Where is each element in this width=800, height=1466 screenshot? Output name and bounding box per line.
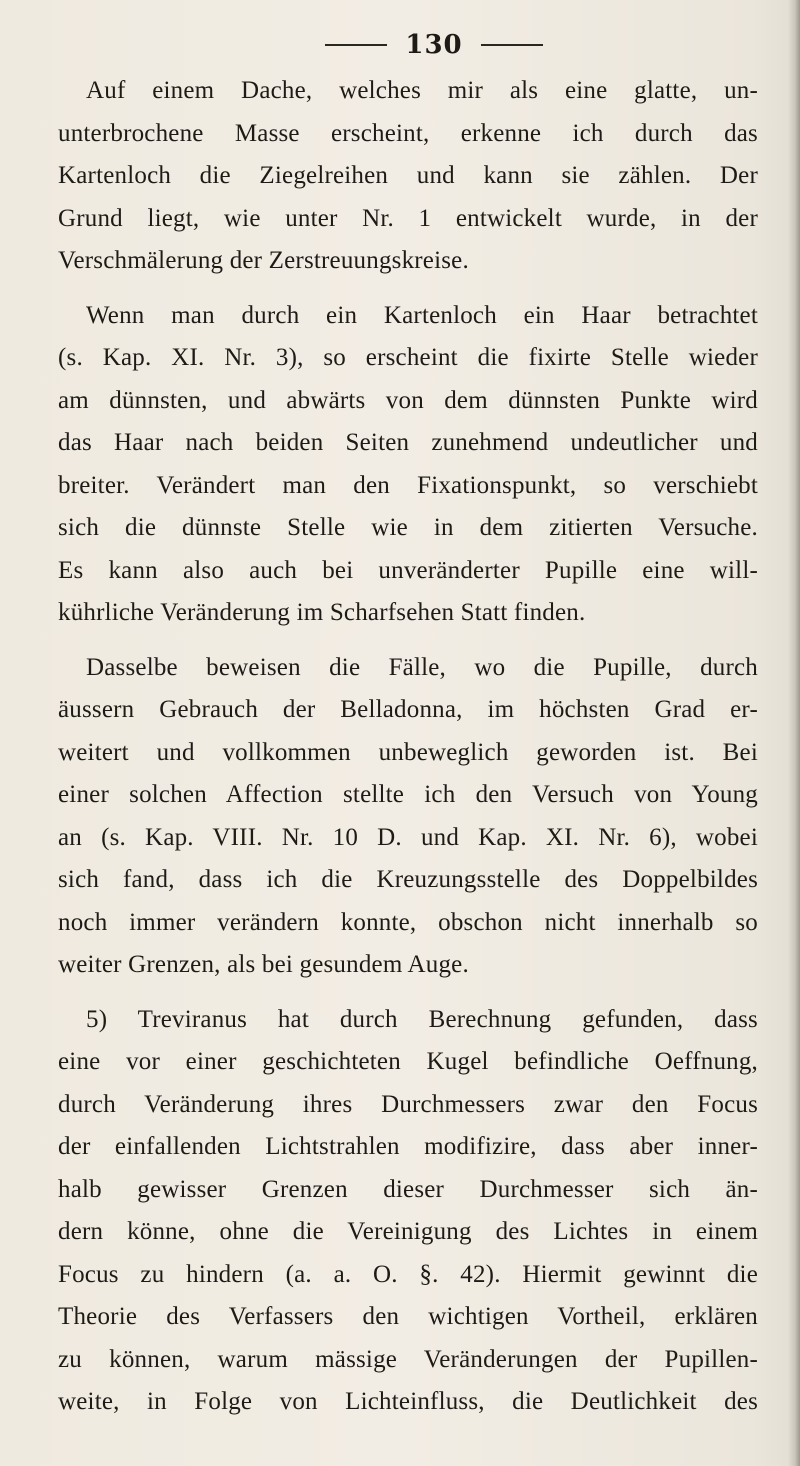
text-line: weitert und vollkommen unbeweglich geworden ist. Bei — [58, 738, 758, 766]
text-line: an (s. Kap. VIII. Nr. 10 D. und Kap. XI. Nr. 6), wobei — [58, 823, 758, 851]
page-header — [0, 28, 800, 62]
text-line: Auf einem Dache, welches mir als eine glatte, un- — [86, 77, 758, 104]
text-line: unterbrochene Masse erscheint, erkenne ich durch das — [58, 119, 758, 147]
text-line: Dasselbe beweisen die Fälle, wo die Pupille, durch — [86, 653, 758, 681]
paragraph-1 — [58, 70, 758, 283]
text-line: Theorie des Verfassers den wichtigen Vortheil, erklären — [58, 1303, 758, 1330]
text-line: Focus zu hindern (a. a. O. §. 42). Hiermit gewinnt die — [58, 1260, 758, 1288]
text-line: breiter. Verändert man den Fixationspunkt, so verschiebt — [58, 471, 758, 499]
text-line: Es kann also auch bei unveränderter Pupille eine will- — [58, 556, 758, 584]
text-line: noch immer verändern konnte, obschon nicht innerhalb so — [58, 908, 758, 936]
page-number: 130 — [405, 30, 463, 60]
text-line: sich fand, dass ich die Kreuzungsstelle des Doppelbildes — [58, 866, 758, 893]
text-line: zu können, warum mässige Veränderungen der Pupillen- — [58, 1345, 758, 1373]
text-line: Wenn man durch ein Kartenloch ein Haar betrachtet — [86, 301, 758, 329]
text-line: Verschmälerung der Zerstreuungskreise. — [58, 247, 469, 274]
text-line: Grund liegt, wie unter Nr. 1 entwickelt wurde, in der — [58, 204, 758, 232]
text-line: dern könne, ohne die Vereinigung des Lichtes in einem — [58, 1218, 758, 1245]
text-line: der einfallenden Lichtstrahlen modifizire, dass aber inner- — [58, 1133, 758, 1160]
text-line: halb gewisser Grenzen dieser Durchmesser sich än- — [58, 1175, 758, 1203]
text-line: (s. Kap. XI. Nr. 3), so erscheint die fixirte Stelle wieder — [58, 344, 758, 371]
text-line: sich die dünnste Stelle wie in dem zitierten Versuche. — [58, 514, 758, 541]
page-edge-shadow — [788, 0, 800, 1466]
body-text — [58, 70, 758, 1424]
paragraph-2 — [58, 295, 758, 635]
text-line: durch Veränderung ihres Durchmessers zwar den Focus — [58, 1090, 758, 1118]
header-rule-right — [481, 44, 543, 46]
text-line: das Haar nach beiden Seiten zunehmend undeutlicher und — [58, 429, 758, 456]
text-line: weite, in Folge von Lichteinfluss, die Deutlichkeit des — [58, 1388, 758, 1415]
text-line: äussern Gebrauch der Belladonna, im höchsten Grad er- — [58, 696, 758, 723]
text-line: einer solchen Affection stellte ich den Versuch von Young — [58, 781, 758, 808]
text-line: am dünnsten, und abwärts von dem dünnsten Punkte wird — [58, 386, 758, 414]
header-rule-left — [325, 44, 387, 46]
text-line: kührliche Veränderung im Scharfsehen Statt finden. — [58, 599, 586, 626]
paragraph-4 — [58, 999, 758, 1424]
text-line: eine vor einer geschichteten Kugel befindliche Oeffnung, — [58, 1048, 758, 1075]
text-line: 5) Treviranus hat durch Berechnung gefunden, dass — [86, 1005, 758, 1033]
paragraph-3 — [58, 647, 758, 987]
text-line: weiter Grenzen, als bei gesundem Auge. — [58, 951, 469, 978]
text-line: Kartenloch die Ziegelreihen und kann sie zählen. Der — [58, 162, 758, 189]
